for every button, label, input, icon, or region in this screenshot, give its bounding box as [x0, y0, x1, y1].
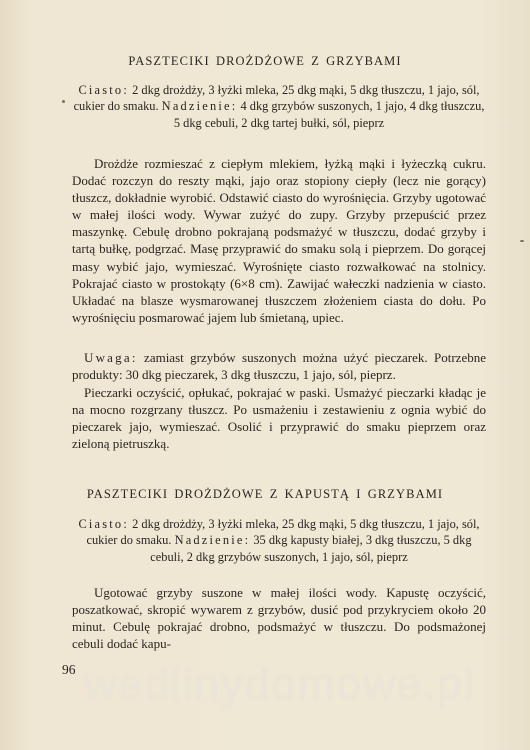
nadzienie-ingredients-2: 35 dkg kapusty białej, 3 dkg tłuszczu, 5 dkg cebuli, 2 dkg grzybów suszonych, 1 jajo, sól, pieprz: [150, 533, 472, 564]
uwaga-text: zamiast grzybów suszonych można użyć pieczarek. Potrzebne produkty: 30 dkg pieczarek, 3 dkg tłuszczu, 1 jajo, sól, pieprz.: [72, 350, 486, 383]
instructions-paragraph-2: Ugotować grzyby suszone w małej ilości wody. Kapustę oczyścić, poszatkować, skropić wywarem z grzybów, dusić pod przykryciem około 20 minut. Cebulę pokrajać drobno, podsmażyć w tłuszczu. Do podsmażonej cebuli dodać kapu-: [72, 585, 486, 652]
page-number: 96: [62, 662, 76, 677]
pieczarki-paragraph: Pieczarki oczyścić, opłukać, pokrajać w paski. Usmażyć pieczarki kładąc je na mocno rozgrzany tłuszcz. Po usmażeniu i zestawieniu z ognia wybić do pieczarek jajo, wymieszać. Osolić i przyprawić do smaku pieprzem oraz zieloną pietruszką.: [72, 385, 486, 452]
watermark-text: wedlinydomowe.pl: [84, 660, 476, 709]
recipe-title-2: PASZTECIKI DROŻDŻOWE Z KAPUSTĄ I GRZYBAMI: [86, 487, 444, 501]
nadzienie-ingredients: 4 dkg grzybów suszonych, 1 jajo, 4 dkg tłuszczu, 5 dkg cebuli, 2 dkg tartej bułki, sól, pieprz: [173, 99, 485, 130]
nadzienie-label-2: Nadzienie:: [174, 533, 251, 548]
nadzienie-label: Nadzienie:: [161, 99, 238, 114]
ciasto-label: Ciasto:: [78, 83, 129, 97]
ciasto-ingredients: 2 dkg drożdży, 3 łyżki mleka, 25 dkg mąki, 5 dkg tłuszczu, 1 jajo, sól, cukier do smaku.: [73, 83, 480, 114]
paper-speck: [62, 100, 65, 103]
recipe-title: PASZTECIKI DROŻDŻOWE Z GRZYBAMI: [128, 54, 402, 68]
ingredients-block-2: [72, 516, 486, 565]
paper-speck: [520, 240, 524, 242]
ciasto-label-2: Ciasto:: [78, 517, 129, 531]
ciasto-ingredients-2: 2 dkg drożdży, 3 łyżki mleka, 25 dkg mąki, 5 dkg tłuszczu, 1 jajo, sól, cukier do smaku.: [86, 517, 480, 548]
instructions-paragraph: Drożdże rozmieszać z ciepłym mlekiem, łyżką mąki i łyżeczką cukru. Dodać rozczyn do reszty mąki, jajo oraz stopiony ciepły (lecz nie gorący) tłuszcz, dokładnie wyrobić. Odstawić ciasto do wyrośnięcia. Grzyby ugotować w małej ilości wody. Wywar zużyć do zupy. Grzyby przepuścić przez maszynkę. Cebulę drobno pokrajaną podsmażyć w tłuszczu, dodać grzyby i tartą bułkę, podgrzać. Masę przyprawić do smaku solą i pieprzem. Do gorącej masy wybić jajo, wymieszać. Wyrośnięte ciasto rozwałkować na stolnicy. Pokrajać ciasto w prostokąty (6×8 cm). Zawijać wałeczki nadzienia w ciasto. Układać na blasze wysmarowanej tłuszczem złożeniem ciasta do dołu. Po wyrośnięciu posmarować jajem lub śmietaną, upiec.: [72, 156, 486, 325]
note-paragraph: [72, 349, 486, 383]
uwaga-label: Uwaga:: [84, 350, 138, 365]
ingredients-block: [72, 82, 486, 131]
